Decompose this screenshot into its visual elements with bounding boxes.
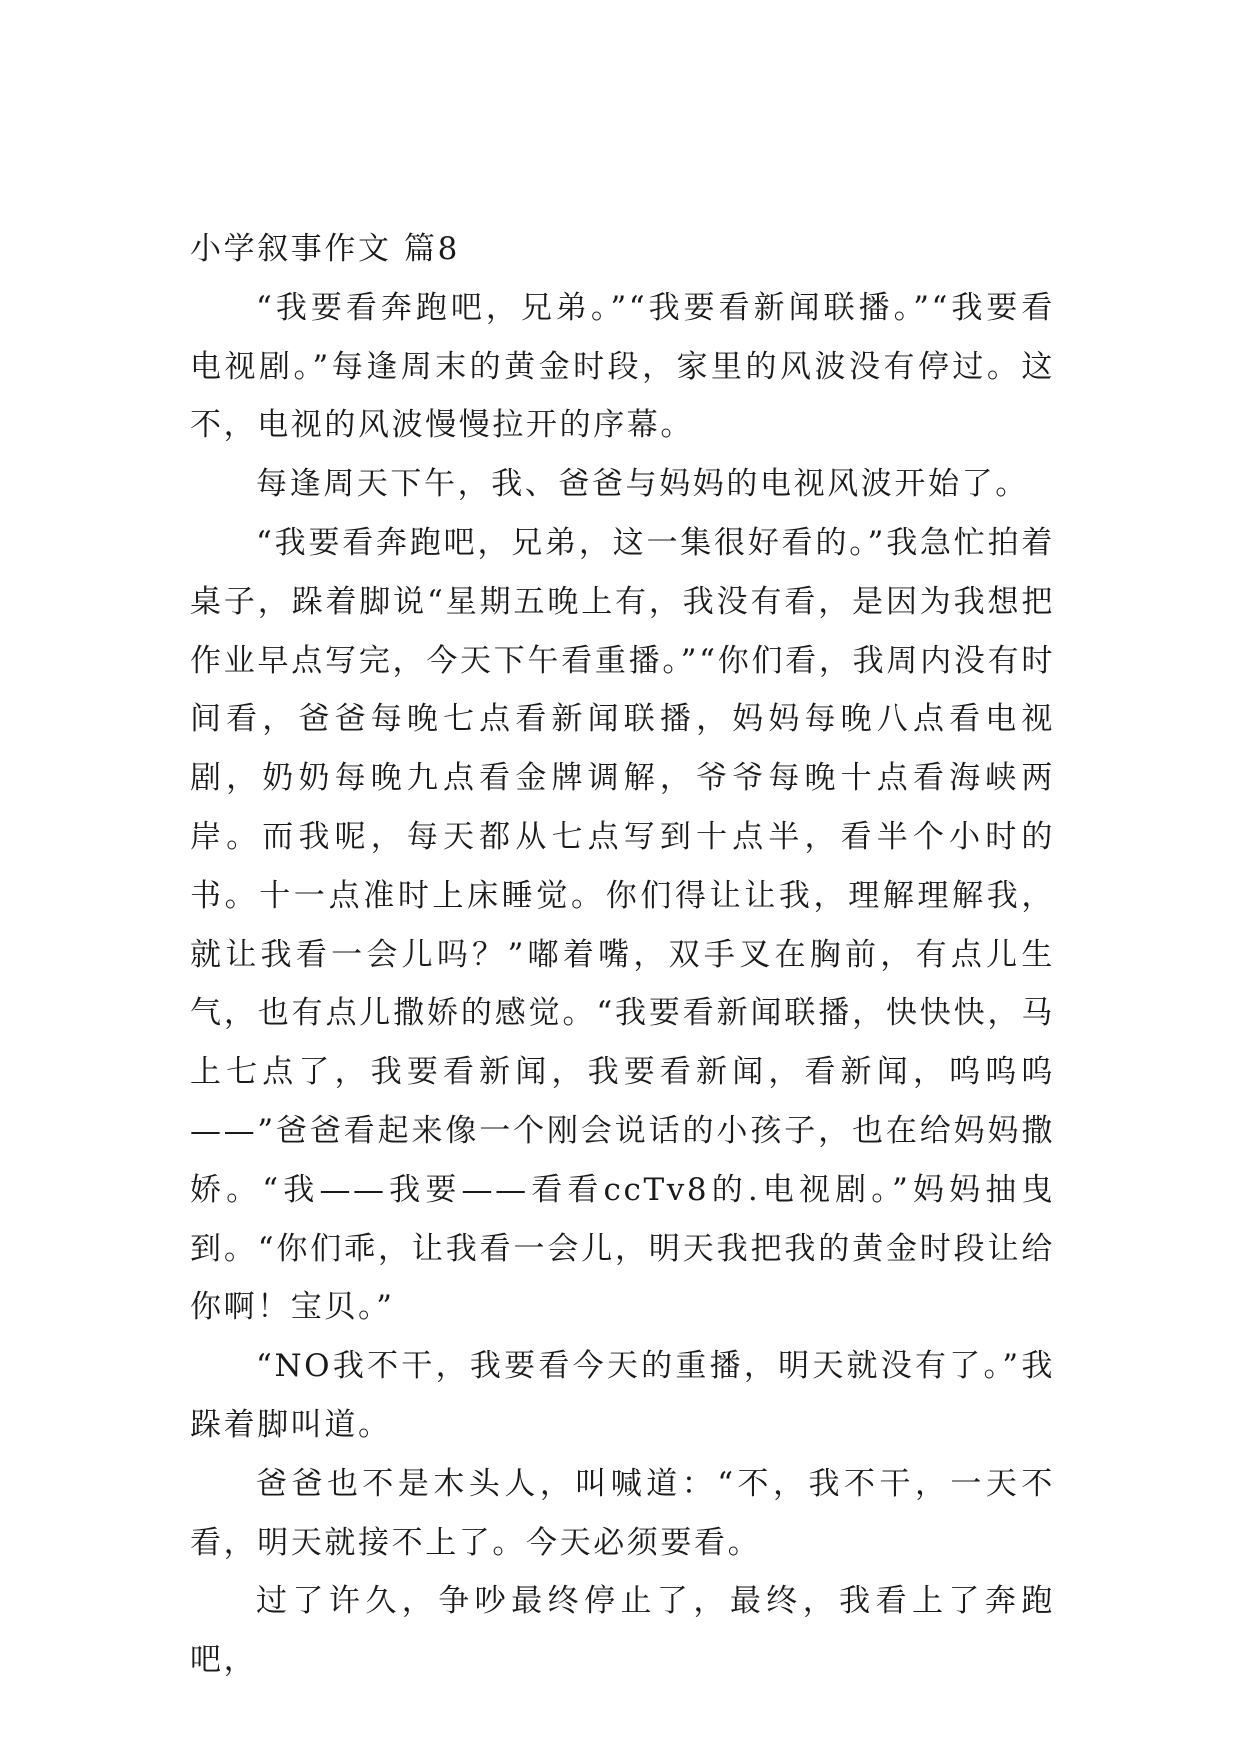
paragraph-3: “我要看奔跑吧，兄弟，这一集很好看的。”我急忙拍着桌子，跺着脚说“星期五晚上有，我没有看，是因为我想把作业早点写完，今天下午看重播。”“你们看，我周内没有时间看，爸爸每晚七点看新闻联播，妈妈每晚八点看电视剧，奶奶每晚九点看金牌调解，爷爷每晚十点看海峡两岸。而我呢，每天都从七点写到十点半，看半个小时的书。十一点准时上床睡觉。你们得让让我，理解理解我，就让我看一会儿吗？”嘟着嘴，双手叉在胸前，有点儿生气，也有点儿撒娇的感觉。“我要看新闻联播，快快快，马上七点了，我要看新闻，我要看新闻，看新闻，呜呜呜——”爸爸看起来像一个刚会说话的小孩子，也在给妈妈撒娇。“我——我要——看看ccTv8的.电视剧。”妈妈抽曳到。“你们乖，让我看一会儿，明天我把我的黄金时段让给你啊！宝贝。” bbox=[190, 524, 1055, 1326]
essay-title: 小学叙事作文 篇8 bbox=[190, 231, 460, 267]
paragraph-1: “我要看奔跑吧，兄弟。”“我要看新闻联播。”“我要看电视剧。”每逢周末的黄金时段，家里的风波没有停过。这不，电视的风波慢慢拉开的序幕。 bbox=[190, 289, 1055, 444]
document-body bbox=[190, 220, 1055, 1690]
paragraph-2: 每逢周天下午，我、爸爸与妈妈的电视风波开始了。 bbox=[256, 466, 1029, 503]
paragraph-4: “NO我不干，我要看今天的重播，明天就没有了。”我跺着脚叫道。 bbox=[190, 1348, 1055, 1443]
paragraph-6: 过了许久，争吵最终停止了，最终，我看上了奔跑吧， bbox=[190, 1583, 1055, 1679]
paragraph-5: 爸爸也不是木头人，叫喊道：“不，我不干，一天不看，明天就接不上了。今天必须要看。 bbox=[190, 1465, 1055, 1561]
